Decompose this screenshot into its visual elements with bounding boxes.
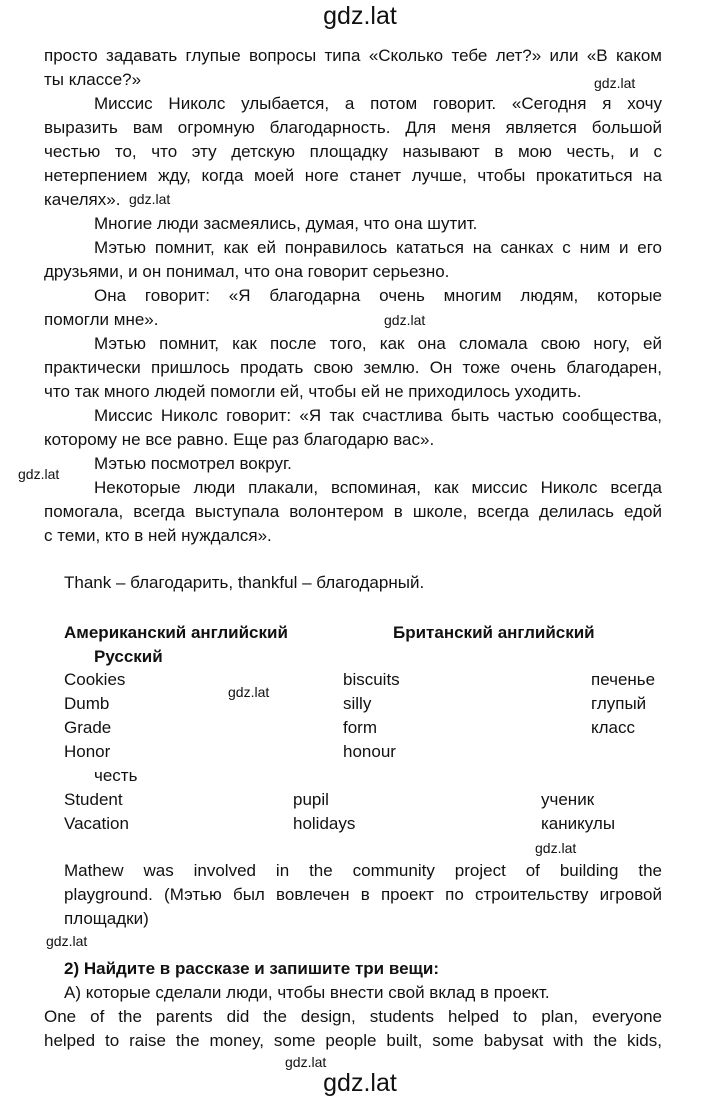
vocab-american: Honor [64,742,111,761]
thank-note: Thank – благодарить, thankful – благодарный. [64,573,425,592]
mathew-line: playground. (Мэтью был вовлечен в проект по строительству игровой [64,885,662,904]
vocab-american: Dumb [64,694,110,713]
vocab-russian: каникулы [541,814,616,833]
vocab-russian: печенье [591,670,656,689]
story-line: Мэтью помнит, как после того, как она сломала свою ногу, ей [94,334,662,353]
vocab-british: honour [343,742,396,761]
story-line: Миссис Николс улыбается, а потом говорит. «Сегодня я хочу [94,94,662,113]
story-line: Миссис Николс говорит: «Я так счастлива быть частью сообщества, [94,406,662,425]
story-line: Она говорит: «Я благодарна очень многим людям, которые [94,286,662,305]
vocab-american: Cookies [64,670,126,689]
vocab-american: Student [64,790,123,809]
site-title-top: gdz.lat [323,2,397,30]
mathew-line: Mathew was involved in the community project of building the [64,861,662,880]
watermark: gdz.lat [18,466,60,482]
story-line: друзьями, и он понимал, что она говорит серьезно. [44,262,450,281]
watermark: gdz.lat [594,75,636,91]
story-line: которому не все равно. Еще раз благодарю вас». [44,430,435,449]
watermark: gdz.lat [285,1054,327,1070]
watermark: gdz.lat [46,933,88,949]
story-line: выразить вам огромную благодарность. Для меня является большой [44,118,662,137]
story-line: помогала, всегда выступала волонтером в школе, всегда делилась едой [44,502,662,521]
vocab-american: Grade [64,718,112,737]
vocab-russian: честь [94,766,138,785]
vocab-header-russian: Русский [94,647,163,666]
mathew-line: площадки) [64,909,149,928]
vocab-header-american: Американский английский [64,623,288,642]
vocab-russian: глупый [591,694,647,713]
watermark: gdz.lat [228,684,270,700]
story-line: честью то, что эту детскую площадку называют в мою честь, и с [44,142,662,161]
story-line: что так много людей помогли ей, чтобы ей не приходилось уходить. [44,382,582,401]
vocab-british: holidays [293,814,356,833]
story-line: качелях». [44,190,121,209]
story-line: с теми, кто в ней нуждался». [44,526,272,545]
story-line: нетерпением жду, когда моей ноге станет лучше, чтобы прокатиться на [44,166,662,185]
vocab-british: form [343,718,377,737]
site-title-bottom: gdz.lat [323,1069,397,1097]
vocab-british: biscuits [343,670,400,689]
vocab-british: pupil [293,790,329,809]
story-line: ты классе?» [44,70,142,89]
story-line: помогли мне». [44,310,159,329]
vocab-header-british: Британский английский [393,623,595,642]
task-subtitle: А) которые сделали люди, чтобы внести свой вклад в проект. [64,983,550,1002]
story-line: Многие люди засмеялись, думая, что она шутит. [94,214,478,233]
vocab-russian: класс [591,718,636,737]
story-line: Мэтью посмотрел вокруг. [94,454,292,473]
task-answer-line: One of the parents did the design, students helped to plan, everyone [44,1007,662,1026]
task-title: 2) Найдите в рассказе и запишите три вещи: [64,959,439,978]
story-line: Некоторые люди плакали, вспоминая, как миссис Николс всегда [94,478,662,497]
story-line: практически пришлось продать свою землю. Он тоже очень благодарен, [44,358,662,377]
story-line: Мэтью помнит, как ей понравилось кататься на санках с ним и его [94,238,662,257]
vocab-american: Vacation [64,814,129,833]
watermark: gdz.lat [384,312,426,328]
task-answer-line: helped to raise the money, some people built, some babysat with the kids, [44,1031,662,1050]
watermark: gdz.lat [535,840,577,856]
story-line: просто задавать глупые вопросы типа «Сколько тебе лет?» или «В каком [44,46,662,65]
watermark: gdz.lat [129,191,171,207]
vocab-british: silly [343,694,372,713]
vocab-russian: ученик [541,790,595,809]
